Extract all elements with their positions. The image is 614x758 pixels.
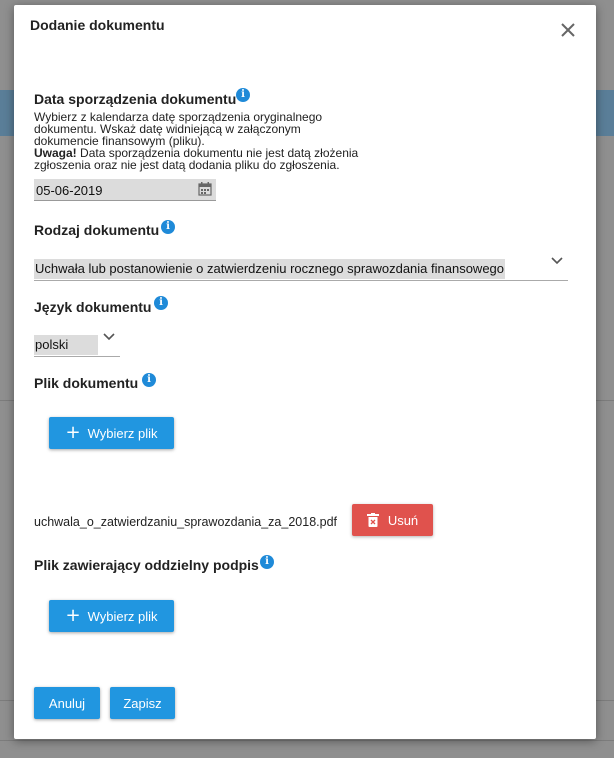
choose-file-button[interactable] — [49, 417, 174, 449]
background-divider — [0, 740, 614, 741]
date-value: 05-06-2019 — [36, 183, 103, 198]
doc-type-select[interactable] — [34, 259, 568, 281]
warning-line: zgłoszenia oraz nie jest datą dodania pliku do zgłoszenia. — [34, 158, 340, 172]
help-line: Wybierz z kalendarza datę sporządzenia oryginalnego — [34, 110, 323, 124]
dialog-title: Dodanie dokumentu — [30, 17, 165, 33]
date-help-text — [34, 111, 404, 171]
close-icon[interactable] — [559, 21, 577, 39]
trash-icon — [367, 513, 379, 527]
choose-signature-file-label: Wybierz plik — [87, 608, 158, 624]
remove-file-button[interactable] — [352, 504, 433, 536]
chevron-down-icon — [102, 332, 116, 342]
remove-file-label: Usuń — [387, 512, 419, 528]
language-select[interactable] — [34, 335, 120, 357]
signature-label: Plik zawierający oddzielny podpis — [34, 557, 259, 573]
date-input[interactable] — [34, 179, 216, 201]
file-label: Plik dokumentu — [34, 375, 139, 391]
doc-type-label: Rodzaj dokumentu — [34, 222, 160, 238]
info-icon[interactable]: i — [142, 373, 156, 387]
choose-file-label: Wybierz plik — [87, 425, 158, 441]
language-label: Język dokumentu — [34, 299, 152, 315]
save-label: Zapisz — [123, 695, 162, 711]
language-value: polski — [34, 335, 98, 355]
help-line: dokumencie finansowym (pliku). — [34, 134, 205, 148]
info-icon[interactable]: i — [260, 555, 274, 569]
add-document-dialog — [14, 5, 596, 739]
cancel-button[interactable] — [34, 687, 100, 719]
choose-signature-file-button[interactable] — [49, 600, 174, 632]
help-line: dokumentu. Wskaż datę widniejącą w załączonym — [34, 122, 301, 136]
cancel-label: Anuluj — [48, 695, 86, 711]
info-icon[interactable]: i — [154, 296, 168, 310]
save-button[interactable] — [110, 687, 175, 719]
chevron-down-icon — [550, 256, 564, 266]
calendar-icon[interactable] — [198, 182, 212, 196]
info-icon[interactable]: i — [236, 88, 250, 102]
doc-type-value: Uchwała lub postanowienie o zatwierdzeniu rocznego sprawozdania finansowego — [34, 259, 505, 279]
info-icon[interactable]: i — [161, 220, 175, 234]
file-name: uchwala_o_zatwierdzaniu_sprawozdania_za_2018.pdf — [34, 515, 337, 529]
plus-icon: + — [65, 422, 81, 443]
warning-label: Uwaga! — [34, 146, 77, 160]
date-label: Data sporządzenia dokumentu — [34, 91, 237, 107]
warning-text: Data sporządzenia dokumentu nie jest datą złożenia — [80, 146, 359, 160]
plus-icon: + — [65, 605, 81, 626]
